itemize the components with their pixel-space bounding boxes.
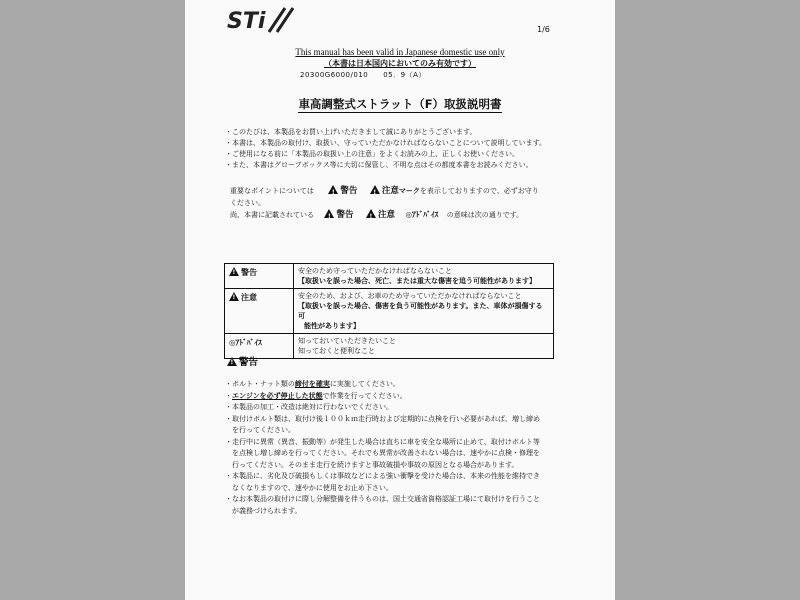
important-line2: ください。 (230, 199, 265, 207)
important-line3-suffix: の意味は次の通りです。 (446, 211, 524, 219)
legend-line: 安全のため、および、お車のため守っていただかなければならないこと (298, 292, 522, 300)
legend-line: 能性があります】 (304, 322, 360, 330)
table-row (225, 289, 553, 334)
legend-label: !注意 (225, 289, 294, 333)
warning-triangle-icon (229, 292, 239, 301)
warning-mark: 警告 (336, 210, 354, 220)
legend-table (224, 263, 554, 359)
legend-description (294, 289, 553, 333)
warning-item: ・本製品の加工・改造は絶対に行わないでください。 (225, 403, 393, 411)
warning-item: ・エンジンを必ず停止した状態で作業を行ってください。 (225, 391, 407, 400)
validity-notice-en: This manual has been valid in Japanese domestic use only (295, 47, 505, 57)
document-number: 20300G6000/010 05．9（A） (300, 71, 426, 79)
advice-mark: ◎ｱﾄﾞﾊﾞｲｽ (405, 210, 439, 219)
warning-item: ・ボルト・ナット類の締付を確実に実施してください。 (225, 380, 400, 388)
legend-line: 知っておいていただきたいこと (298, 337, 396, 345)
warning-item: ・なお本製品の取付けに際し分解整備を伴うものは、国土交通省資格認証工場にて取付けを行うこと (225, 495, 540, 503)
document-title: 車高調整式ストラット（F）取扱説明書 (298, 97, 502, 111)
legend-description (294, 334, 553, 358)
legend-description (294, 264, 553, 288)
warning-list (225, 379, 585, 517)
warning-item: ・走行中に異常（異音、振動等）が発生した場合は直ちに車を安全な場所に止めて、取付けボルト等 (225, 437, 540, 446)
important-line1-suffix: を表示しておりますので、必ずお守り (419, 187, 539, 195)
document-page (185, 0, 615, 600)
warning-item: を行ってください。 (225, 426, 295, 434)
warning-item: なくなりますので、速やかに使用をお止め下さい。 (225, 483, 393, 492)
legend-label: !警告 (225, 264, 294, 288)
warning-item: ・取付けボルト類は、取付け後１００ｋｍ走行時および定期的に点検を行い必要があれば、増し締め (225, 414, 540, 423)
intro-line: ・このたびは、本製品をお買い上げいただきまして誠にありがとうございます。 (225, 128, 477, 136)
legend-line: 【取扱いを誤った場合、傷害を負う可能性があります。また、車体が損傷する可 (298, 302, 543, 320)
warning-item: ・本製品に、劣化及び破損もしくは事故などによる強い衝撃を受けた場合は、本来の性能を維持でき (225, 472, 540, 480)
intro-list (225, 127, 585, 171)
legend-line: 知っておくと便利なこと (298, 347, 375, 355)
sti-logo (225, 6, 297, 34)
warning-triangle-icon (227, 357, 237, 366)
legend-label: ◎ｱﾄﾞﾊﾞｲｽ (225, 334, 294, 358)
important-line3-prefix: 尚、本書に記載されている (230, 211, 314, 219)
warning-triangle-icon (328, 185, 338, 194)
warning-section-heading: !警告 (227, 354, 258, 368)
warning-triangle-icon (370, 185, 380, 194)
intro-line: ・また、本書はグローブボックス等に大切に保管し、不明な点はその都度本書をお読みください。 (225, 161, 533, 169)
caution-mark: 注意 (377, 210, 395, 220)
warning-mark: 警告 (340, 186, 358, 196)
validity-notice-jp: （本書は日本国内においてのみ有効です） (324, 59, 476, 68)
intro-line: ・本書は、本製品の取付け、取扱い、守っていただかなければならないことについて説明しています。 (225, 139, 547, 147)
warning-item: 行ってください。そのまま走行を続けますと事故破損や事故の原因となる場合があります。 (225, 460, 519, 469)
table-row (225, 334, 553, 358)
table-row (225, 264, 553, 289)
page-number: 1/6 (537, 25, 550, 34)
warning-triangle-icon (366, 209, 376, 218)
warning-triangle-icon (229, 267, 239, 276)
svg-text:STi: STi (227, 9, 266, 34)
warning-triangle-icon (324, 209, 334, 218)
mark-word: マーク (398, 187, 420, 195)
important-notice (230, 185, 560, 221)
intro-line: ・ご使用になる前に「本製品の取扱い上の注意」をよくお読みの上、正しくお使いください。 (225, 150, 519, 158)
warning-item: が義務づけられます。 (225, 506, 302, 515)
caution-mark: 注意 (381, 186, 399, 196)
warning-item: を点検し増し締めを行ってください。それでも異常が改善されない場合は、速やかに点検・修理を (225, 449, 540, 457)
important-line1-prefix: 重要なポイントについては (230, 187, 314, 195)
legend-line: 安全のため守っていただかなければならないこと (298, 267, 452, 275)
legend-line: 【取扱いを誤った場合、死亡、または重大な傷害を追う可能性があります】 (298, 277, 536, 285)
